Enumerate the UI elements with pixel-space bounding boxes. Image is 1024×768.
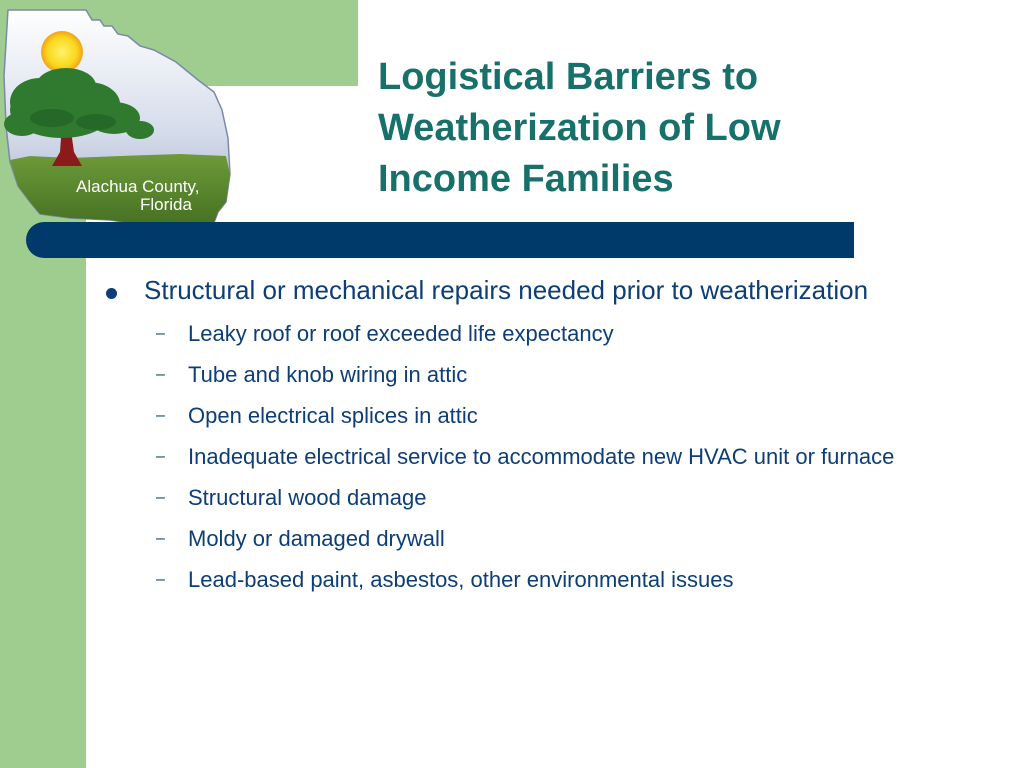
bullet-item [104, 274, 934, 307]
title-divider-bar [26, 222, 854, 258]
dash-icon: – [156, 530, 165, 547]
sub-bullet-text: Inadequate electrical service to accommodate new HVAC unit or furnace [188, 444, 895, 469]
sub-bullet-text: Leaky roof or roof exceeded life expectancy [188, 321, 614, 346]
alachua-county-logo [0, 6, 236, 242]
logo-line-1: Alachua County, [76, 177, 200, 196]
sub-bullet-text: Tube and knob wiring in attic [188, 362, 468, 387]
dash-icon: – [156, 489, 165, 506]
sub-bullet-item [104, 481, 934, 514]
sub-bullet-text: Lead-based paint, asbestos, other environmental issues [188, 567, 734, 592]
slide-body [104, 274, 934, 604]
dash-icon: – [156, 448, 165, 465]
sub-bullet-text: Open electrical splices in attic [188, 403, 478, 428]
sub-bullet-text: Structural wood damage [188, 485, 427, 510]
logo-line-2: Florida [140, 195, 192, 214]
sub-bullet-item [104, 440, 934, 473]
dash-icon: – [156, 571, 165, 588]
sun-icon [41, 31, 83, 73]
bullet-dot-icon [106, 288, 117, 299]
dash-icon: – [156, 325, 165, 342]
sub-bullet-item [104, 563, 934, 596]
sub-bullet-item [104, 522, 934, 555]
dash-icon: – [156, 407, 165, 424]
sub-bullet-text: Moldy or damaged drywall [188, 526, 445, 551]
bullet-text: Structural or mechanical repairs needed prior to weatherization [144, 275, 869, 305]
sub-bullet-item [104, 399, 934, 432]
dash-icon: – [156, 366, 165, 383]
sub-bullet-item [104, 317, 934, 350]
sub-bullet-item [104, 358, 934, 391]
sub-bullet-list [104, 317, 934, 596]
slide-title: Logistical Barriers to Weatherization of Low Income Families [378, 56, 781, 200]
